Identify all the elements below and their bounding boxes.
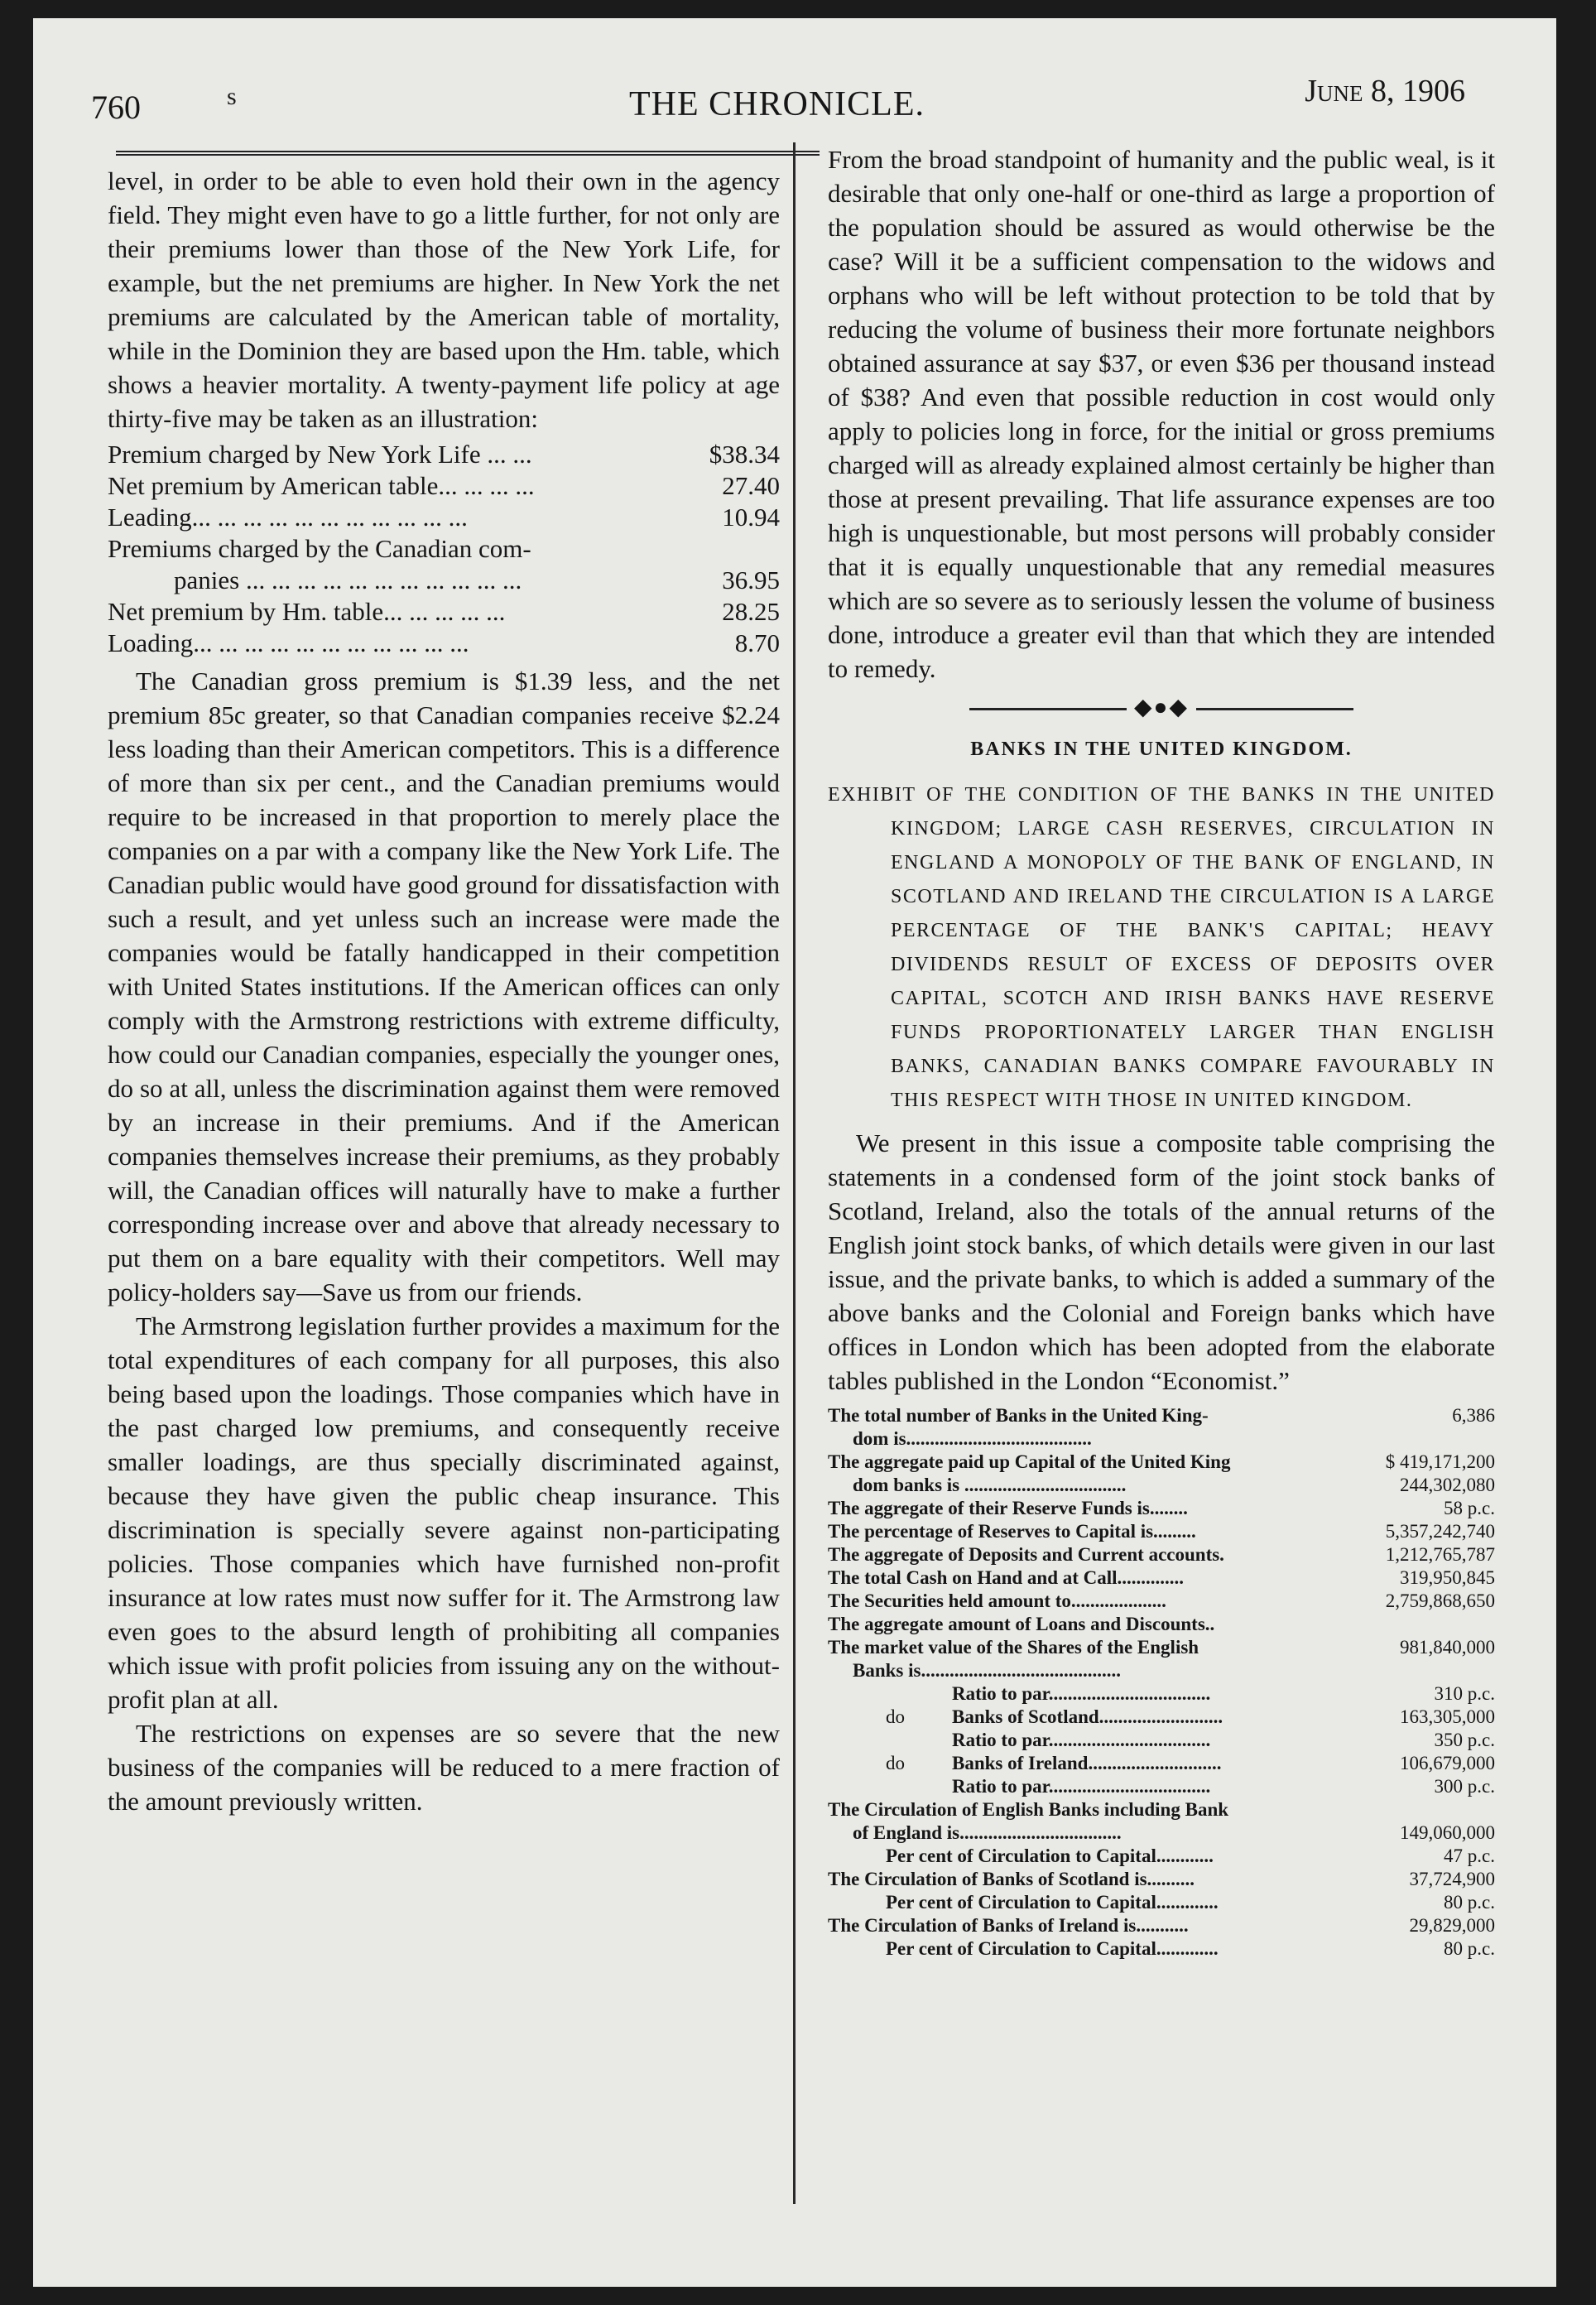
stat-label: The aggregate of their Reserve Funds is........ [828,1498,1188,1518]
table-row [828,1845,1495,1868]
stat-value [1338,1613,1495,1636]
stat-label [828,1706,1338,1729]
ornament-rule [1196,708,1353,710]
table-row [108,533,780,565]
stat-value [1338,1659,1495,1682]
ornament-diamond-icon: ◆●◆ [1134,695,1189,720]
stat-label: Per cent of Circulation to Capital............. [886,1938,1219,1959]
header-mark: s [227,83,237,110]
table-row [828,1404,1495,1427]
stat-label: The percentage of Reserves to Capital is......... [828,1521,1196,1542]
table-value: 28.25 [722,597,780,626]
table-label: Loading... ... ... ... ... ... ... ... ... ... ... [108,628,469,657]
paragraph: The restrictions on expenses are so severe that the new business of the companies will be reduced to a mere fraction of the amount previously written. [108,1719,780,1816]
table-row [828,1659,1495,1682]
stat-value: 47 p.c. [1444,1845,1495,1866]
stat-value: 1,212,765,787 [1385,1544,1495,1565]
stat-value: 244,302,080 [1400,1475,1495,1495]
stat-label: The total number of Banks in the United King- [828,1405,1209,1426]
section-title: BANKS IN THE UNITED KINGDOM. [970,739,1353,760]
table-row [828,1590,1495,1613]
stat-value: 163,305,000 [1400,1706,1495,1727]
paragraph: level, in order to be able to even hold their own in the agency field. They might even have to go a little further, for not only are their premiums lower than those of the New York Life, for example, but the net premiums are higher. In New York the net premiums are calculated by the American table of mortality, while in the Dominion they are based upon the Hm. table, which shows a heavier mortality. A twenty-payment life policy at age thirty-five may be taken as an illustration: [108,166,780,433]
table-label: Leading... ... ... ... ... ... ... ... ... ... ... [108,503,468,532]
table-row [828,1636,1495,1659]
stat-value: 80 p.c. [1444,1892,1495,1913]
stat-value: 106,679,000 [1400,1753,1495,1773]
table-row [828,1566,1495,1590]
table-value: 8.70 [734,628,780,657]
paragraph: The Canadian gross premium is $1.39 less, and the net premium 85c greater, so that Canadian companies receive $2.24 less loading than their American competitors. This is a difference of more than six per cent., and the Canadian premiums would require to be increased in that proportion to merely place the companies on a par with a company like the New York Life. The Canadian public would have good ground for dissatisfaction with such a result, and yet unless such an increase were made the companies would be fatally handicapped in their competition with United States institutions. If the American offices can only comply with the Armstrong restrictions with extreme difficulty, how could our Canadian companies, especially the younger ones, do so at all, unless the discrimination against them were removed by an increase in their premiums. And if the American companies themselves increase their premiums, as they probably will, the Canadian offices will naturally have to make a further corresponding increase over and above that already necessary to put them on a bare equality with their competitors. Well may policy-holders say—Save us from our friends. [108,666,780,1306]
stat-label-text: Banks of Ireland............................ [952,1753,1222,1773]
stat-value [1338,1798,1495,1821]
issue-date: June 8, 1906 [1305,74,1465,108]
table-row [108,628,780,659]
stat-label: Per cent of Circulation to Capital............. [886,1892,1219,1913]
stat-value: 37,724,900 [1409,1869,1495,1889]
stat-label: Per cent of Circulation to Capital............ [886,1845,1214,1866]
newspaper-page [33,18,1556,2287]
stat-value: 6,386 [1452,1405,1495,1426]
table-row [828,1543,1495,1566]
table-label: panies ... ... ... ... ... ... ... ... ... ... ... [174,565,522,594]
stat-value: 981,840,000 [1400,1637,1495,1658]
ditto-mark: do [886,1706,905,1727]
page-header [91,58,1465,124]
table-row [828,1914,1495,1937]
table-label: Premiums charged by the Canadian com- [108,534,531,563]
stat-label-text: Banks of Scotland.......................... [952,1706,1223,1727]
table-row [108,470,780,502]
stat-label: The aggregate amount of Loans and Discounts.. [828,1614,1215,1634]
stat-label: of England is.................................. [853,1822,1122,1843]
stat-value: 29,829,000 [1409,1915,1495,1936]
paragraph: From the broad standpoint of humanity and the public weal, is it desirable that only one-half or one-third as large a proportion of the population should be assured as would otherwise be the case? Will it be a sufficient compensation to the widows and orphans who will be left without protection to be told that by reducing the volume of business their more fortunate neighbors obtained assurance at say $37, or even $36 per thousand instead of $38? And even that possible reduction in cost would only apply to policies long in force, for the initial or gross premiums charged will as already explained almost certainly be higher than those at present prevailing. That life assurance expenses are too high is unquestionable, but most persons will probably consider that it is equally unquestionable that any remedial measures which are so severe as to seriously lessen the volume of business done, introduce a greater evil than that which they are intended to remedy. [828,145,1495,683]
stat-value: 300 p.c. [1434,1776,1495,1797]
stat-value: 2,759,868,650 [1385,1590,1495,1611]
table-label: Premium charged by New York Life ... ... [108,440,532,469]
table-row [828,1474,1495,1497]
table-row [108,439,780,470]
stat-value: 80 p.c. [1444,1938,1495,1959]
bank-statistics-table [828,1404,1495,1961]
paragraph: We present in this issue a composite table comprising the statements in a condensed form of the joint stock banks of Scotland, Ireland, also the totals of the annual returns of the English joint stock banks, of which details were given in our last issue, and the private banks, to which is added a summary of the above banks and the Colonial and Foreign banks which have offices in London which has been adopted from the elaborate tables published in the London “Economist.” [828,1128,1495,1395]
table-row [828,1706,1495,1729]
page-number: 760 [91,89,141,126]
stat-label: Ratio to par.................................. [952,1776,1211,1797]
ditto-mark: do [886,1753,905,1773]
stat-value: 319,950,845 [1400,1567,1495,1588]
table-value: $38.34 [709,440,780,469]
stat-label: The Circulation of Banks of Ireland is........... [828,1915,1189,1936]
stat-label: The total Cash on Hand and at Call.............. [828,1567,1185,1588]
stat-label: The Circulation of English Banks including Bank [828,1799,1229,1820]
table-label: Net premium by Hm. table... ... ... ... ... [108,597,506,626]
stat-label: Banks is.......................................... [853,1660,1121,1681]
table-value: 10.94 [722,503,780,532]
stat-label: dom is....................................... [853,1428,1092,1449]
ornament-rule [969,708,1127,710]
stat-value [1338,1427,1495,1451]
table-row [828,1497,1495,1520]
table-row [828,1752,1495,1775]
stat-label [828,1752,1338,1775]
table-row [828,1937,1495,1961]
section-subtitle: EXHIBIT OF THE CONDITION OF THE BANKS IN THE UNITED KINGDOM; LARGE CASH RESERVES, CIRCULATION IN ENGLAND A MONOPOLY OF THE BANK OF ENGLAND, IN SCOTLAND AND IRELAND THE CIRCULATION IS A LARGE PERCENTAGE OF THE BANK'S CAPITAL; HEAVY DIVIDENDS RESULT OF EXCESS OF DEPOSITS OVER CAPITAL, SCOTCH AND IRISH BANKS HAVE RESERVE FUNDS PROPORTIONATELY LARGER THAN ENGLISH BANKS, CANADIAN BANKS COMPARE FAVOURABLY IN THIS RESPECT WITH THOSE IN UNITED KINGDOM. [828,784,1495,1111]
table-row [828,1775,1495,1798]
stat-label: The Securities held amount to.................... [828,1590,1166,1611]
table-row [828,1427,1495,1451]
table-row [828,1682,1495,1706]
table-row [828,1798,1495,1821]
header-rule [116,151,820,156]
table-row [108,565,780,596]
table-value: 27.40 [722,471,780,500]
table-label: Net premium by American table... ... ... ... [108,471,535,500]
stat-label: dom banks is .................................. [853,1475,1127,1495]
table-row [828,1891,1495,1914]
table-row [828,1451,1495,1474]
table-row [828,1729,1495,1752]
column-separator [793,142,796,2204]
stat-value: 149,060,000 [1400,1822,1495,1843]
table-row [108,596,780,628]
table-row [828,1821,1495,1845]
paragraph: The Armstrong legislation further provides a maximum for the total expenditures of each company for all purposes, this also being based upon the loadings. Those companies which have in the past charged low premiums, and consequently receive smaller loadings, are thus specially discriminated against, because they have given the public cheap insurance. This discrimination is specially severe against non-participating policies. Those companies which have furnished non-profit insurance at low rates must now suffer for it. The Armstrong law even goes to the absurd length of prohibiting all companies which issue with profit policies from issuing any on the without-profit plan at all. [108,1311,780,1714]
section-ornament [828,691,1495,724]
table-row [828,1613,1495,1636]
left-column [108,164,780,1818]
premium-table [108,439,780,659]
stat-label: Ratio to par.................................. [952,1683,1211,1704]
stat-value: 58 p.c. [1444,1498,1495,1518]
table-row [828,1520,1495,1543]
stat-label: Ratio to par.................................. [952,1730,1211,1750]
table-value [680,533,780,565]
table-row [828,1868,1495,1891]
stat-value: 310 p.c. [1434,1683,1495,1704]
stat-value: 5,357,242,740 [1385,1521,1495,1542]
stat-label: The aggregate paid up Capital of the United King [828,1451,1231,1472]
table-row [108,502,780,533]
table-value: 36.95 [722,565,780,594]
stat-label: The market value of the Shares of the English [828,1637,1199,1658]
right-column [828,142,1495,1961]
publication-title: THE CHRONICLE. [629,85,925,123]
stat-label: The aggregate of Deposits and Current accounts. [828,1544,1224,1565]
stat-label: The Circulation of Banks of Scotland is.......... [828,1869,1195,1889]
stat-value: 350 p.c. [1434,1730,1495,1750]
stat-value: $ 419,171,200 [1385,1451,1495,1472]
